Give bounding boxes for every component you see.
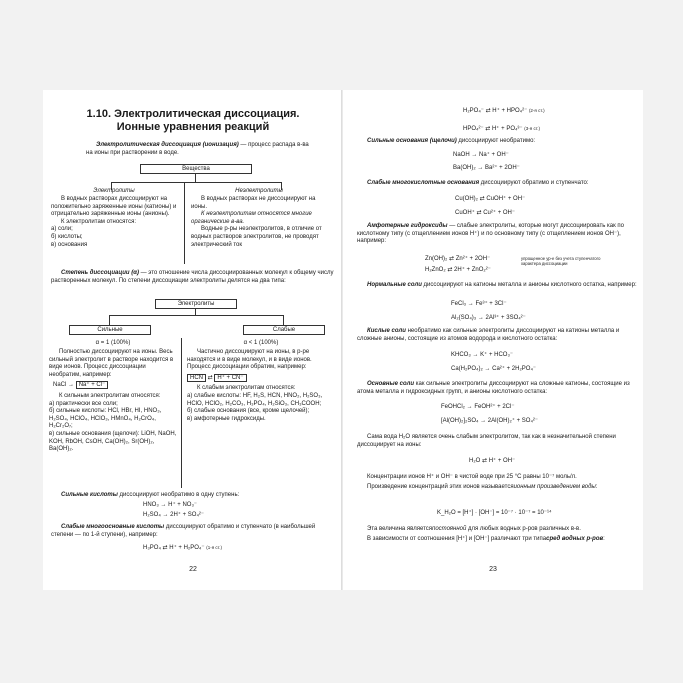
basic-salts-term: Основные соли xyxy=(367,381,415,387)
amphoteric-equation: Zn(OH)₂ ⇄ Zn²⁺ + 2OH⁻ xyxy=(425,256,491,262)
weak-equation: HCN ⇄ H⁺ + CN⁻ xyxy=(187,375,335,383)
polybasic-acids-term: Слабые многоосновные кислоты xyxy=(61,524,165,530)
section-title: 1.10. Электролитическая диссоциация. Ионные уравнения реакций xyxy=(86,108,300,133)
divider xyxy=(111,182,281,183)
strong-column: Полностью диссоциируют на ионы. Весь сильный электролит в растворе находится в виде ионов. Процесс диссоциации необратим, например: NaCl → Na⁺ + Cl⁻ К сильным электролитам относятся: а) практически все соли; б) сильные кислоты: HCl, HBr, HI, HNO₃, H₂SO₄, HClO₄, HClO₃, HMnO₄, H₂CrO₄, H₂Cr₂O₇; в) сильные основания (щелочи): LiOH, NaOH, KOH, RbOH, CsOH, Ca(OH)₂, Sr(OH)₂, Ba(OH)₂. xyxy=(49,349,177,453)
strong-bases-paragraph: Сильные основания (щелочи) диссоциируют необратимо: xyxy=(357,138,637,146)
strong-alpha: α = 1 (100%) xyxy=(95,340,131,346)
strong-acids-paragraph: Сильные кислоты диссоциируют необратимо в одну ступень: xyxy=(51,492,337,500)
ionic-product-paragraph: Произведение концентраций этих ионов называетсяионным произведением воды: xyxy=(367,484,598,490)
salt-equation: FeOHCl₂ → FeOH²⁺ + 2Cl⁻ xyxy=(441,404,515,410)
alpha-term: Степень диссоциации (α) xyxy=(61,270,139,276)
salt-equation: [Al(OH)₂]₂SO₄ → 2Al(OH)₂⁺ + SO₄²⁻ xyxy=(441,418,539,424)
normal-salts-term: Нормальные соли xyxy=(367,282,422,288)
divider xyxy=(109,315,283,316)
acid-salts-paragraph: Кислые соли необратимо как сильные электролиты диссоциируют на катионы металла и сложные анионы, состоящие из атомов водорода и кислотного остатка: xyxy=(357,328,620,342)
divider xyxy=(109,315,110,325)
strong-bases-term: Сильные основания (щелочи) xyxy=(367,138,457,144)
salt-equation: KHCO₃ → K⁺ + HCO₃⁻ xyxy=(451,352,514,358)
salt-equation: Al₂(SO₄)₃ → 2Al³⁺ + 3SO₄²⁻ xyxy=(451,315,526,321)
weak-bases-term: Слабые многокислотные основания xyxy=(367,180,480,186)
acid-equation: H₂SO₄ → 2H⁺ + SO₄²⁻ xyxy=(143,512,205,518)
column-divider xyxy=(181,338,182,488)
weak-alpha: α < 1 (100%) xyxy=(243,340,279,346)
weak-base-equation: CuOH⁺ ⇄ Cu²⁺ + OH⁻ xyxy=(455,210,516,216)
media-paragraph: В зависимости от соотношения [H⁺] и [OH⁻] различают три типасред водных р-ров: xyxy=(367,536,605,542)
weak-box: Слабые xyxy=(243,325,325,335)
weak-bases-paragraph: Слабые многокислотные основания диссоциируют обратимо и ступенчато: xyxy=(357,180,637,188)
divider xyxy=(195,174,196,182)
concentration-paragraph: Концентрации ионов H⁺ и OH⁻ в чистой воде при 25 °С равны 10⁻⁷ моль/л. xyxy=(367,474,577,480)
page-number: 23 xyxy=(489,566,497,573)
definition-term: Электролитическая диссоциация (ионизация) xyxy=(96,142,239,148)
normal-salts-paragraph: Нормальные соли диссоциируют на катионы металла и анионы кислотного остатка, например: xyxy=(357,282,637,290)
phosphate-equation: H₂PO₄⁻ ⇄ H⁺ + HPO₄²⁻ (2-я ст.) xyxy=(463,108,545,114)
constant-paragraph: Эта величина являетсяпостоянной для любых водных р-ров различных в-в. xyxy=(367,526,581,532)
basic-salts-paragraph: Основные соли как сильные электролиты диссоциируют на сложные катионы, состоящие из атома металла и гидроксидных групп, и анионы кислотного остатка: xyxy=(357,381,630,395)
base-equation: NaOH → Na⁺ + OH⁻ xyxy=(453,152,509,158)
salt-equation: Ca(H₂PO₄)₂ → Ca²⁺ + 2H₂PO₄⁻ xyxy=(451,366,537,372)
alpha-paragraph: Степень диссоциации (α) — это отношение числа диссоциированных молекул к общему числу растворенных молекул. По степени диссоциации электролиты делятся на два типа: xyxy=(51,270,334,284)
column-divider xyxy=(184,182,185,264)
electrolytes-box: Электролиты xyxy=(155,299,237,309)
strong-acids-term: Сильные кислоты xyxy=(61,492,118,498)
amphoteric-note: упрощенное ур-е без учета ступенчатого характера диссоциации xyxy=(521,256,601,267)
ionic-product-equation: K_H₂O = [H⁺] · [OH⁻] = 10⁻⁷ · 10⁻⁷ = 10⁻¹⁴ xyxy=(437,510,552,516)
nonelectrolytes-heading: Неэлектролиты xyxy=(235,188,283,194)
weak-column: Частично диссоциируют на ионы, в р-ре находятся и в виде молекул, и в виде ионов. Процесс диссоциации обратим, например: HCN ⇄ H⁺ + CN⁻ К слабым электролитам относятся: а) слабые кислоты: HF, H₂S, HCN, HNO₂, H₂SO₃, HClO, HClO₂, H₂CO₃, H₃PO₄, H₂SiO₃, CH₃COOH; б) слабые основания (все, кроме щелочей); в) амфотерные гидроксиды. xyxy=(187,349,335,423)
polybasic-equation: H₃PO₄ ⇄ H⁺ + H₂PO₄⁻ (1-я ст.) xyxy=(143,545,222,551)
polybasic-acids-paragraph: Слабые многоосновные кислоты диссоциируют обратимо и ступенчато (в наибольшей степени — по 1-й ступени), например: xyxy=(51,524,316,538)
media-term: сред водных р-ров xyxy=(546,536,604,542)
constant-term: постоянной xyxy=(432,526,467,532)
strong-box: Сильные xyxy=(69,325,151,335)
page-number: 22 xyxy=(189,566,197,573)
divider xyxy=(283,315,284,325)
electrolytes-column: В водных растворах диссоциируют на положительно заряженные ионы (катионы) и отрицательно заряженные ионы (анионы). К электролитам относятся: а) соли; б) кислоты; в) основания xyxy=(51,196,177,248)
ionic-product-term: ионным произведением воды xyxy=(513,484,596,490)
left-page xyxy=(43,90,343,590)
amphoteric-equation: H₂ZnO₂ ⇄ 2H⁺ + ZnO₂²⁻ xyxy=(425,267,491,273)
acid-salts-term: Кислые соли xyxy=(367,328,406,334)
nonelectrolytes-column: В водных растворах не диссоциируют на ионы. К неэлектролитам относятся многие органические в-ва. Водные р-ры неэлектролитов, в отличие от водных растворов электролитов, не проводят электрический ток xyxy=(191,196,322,248)
acid-equation: HNO₃ → H⁺ + NO₃⁻ xyxy=(143,502,198,508)
electrolytes-heading: Электролиты xyxy=(93,188,135,194)
salt-equation: FeCl₃ → Fe³⁺ + 3Cl⁻ xyxy=(451,301,507,307)
definition-paragraph: Электролитическая диссоциация (ионизация) — процесс распада в-ва на ионы при растворении в воде. xyxy=(86,142,309,156)
amphoteric-term: Амфотерные гидроксиды xyxy=(367,223,448,229)
base-equation: Ba(OH)₂ → Ba²⁺ + 2OH⁻ xyxy=(453,165,520,171)
right-page xyxy=(343,90,643,590)
weak-base-equation: Cu(OH)₂ ⇄ CuOH⁺ + OH⁻ xyxy=(455,196,526,202)
water-equation: H₂O ⇄ H⁺ + OH⁻ xyxy=(469,458,516,464)
water-paragraph: Сама вода H₂O является очень слабым электролитом, так как в незначительной степени диссоциирует на ионы: xyxy=(357,434,616,448)
amphoteric-paragraph: Амфотерные гидроксиды — слабые электролиты, которые могут диссоциировать как по кислотному типу (с отщеплением ионов H⁺) и по основному типу (с отщеплением ионов OH⁻), например: xyxy=(357,223,625,245)
substances-box: Вещества xyxy=(140,164,252,174)
phosphate-equation: HPO₄²⁻ ⇄ H⁺ + PO₄³⁻ (3-я ст.) xyxy=(463,126,541,132)
strong-equation: NaCl → Na⁺ + Cl⁻ xyxy=(53,382,177,390)
